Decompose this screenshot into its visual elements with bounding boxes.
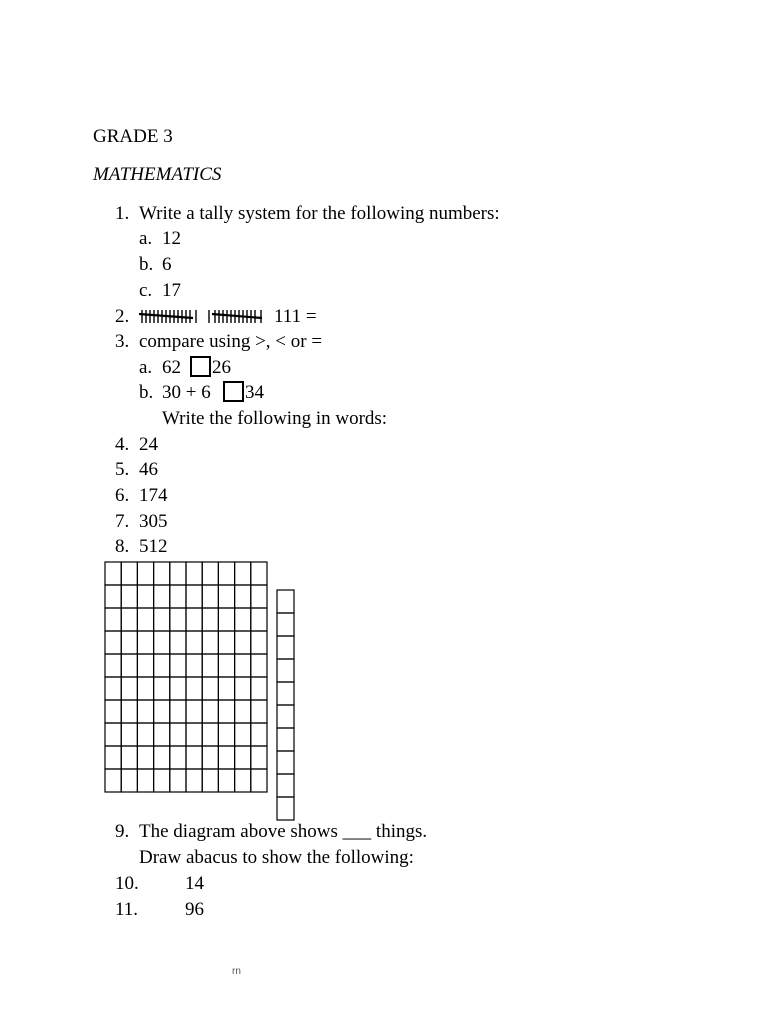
grid-cell — [170, 746, 186, 769]
grid-cell — [105, 608, 121, 631]
grid-cell — [186, 700, 202, 723]
grid-cell — [218, 769, 234, 792]
grid-cell — [137, 562, 153, 585]
grade-heading: GRADE 3 — [93, 126, 173, 147]
subject-heading: MATHEMATICS — [93, 164, 222, 185]
q9-number: 9. — [115, 821, 130, 842]
grid-cell — [235, 631, 251, 654]
q7-value: 305 — [139, 511, 168, 532]
q3-number: 3. — [115, 331, 130, 352]
grid-cell — [186, 677, 202, 700]
q1c-value: 17 — [162, 280, 181, 301]
grid-cell — [137, 746, 153, 769]
grid-cell — [186, 769, 202, 792]
q6-value: 174 — [139, 485, 168, 506]
strip-cell — [277, 659, 294, 682]
q11-value: 96 — [185, 899, 204, 920]
grid-cell — [202, 654, 218, 677]
grid-cell — [137, 769, 153, 792]
q1a-letter: a. — [139, 228, 153, 249]
grid-cell — [121, 746, 137, 769]
grid-cell — [235, 562, 251, 585]
grid-cell — [251, 700, 267, 723]
grid-cell — [186, 654, 202, 677]
grid-cell — [137, 585, 153, 608]
q3a-right: 26 — [212, 357, 231, 378]
grid-cell — [154, 700, 170, 723]
grid-cell — [121, 608, 137, 631]
grid-cell — [235, 769, 251, 792]
grid-cell — [154, 769, 170, 792]
words-instruction: Write the following in words: — [162, 408, 388, 429]
strip-cell — [277, 728, 294, 751]
grid-cell — [186, 631, 202, 654]
q3a-left: 62 — [162, 357, 181, 378]
grid-cell — [218, 723, 234, 746]
grid-cell — [170, 723, 186, 746]
grid-cell — [121, 677, 137, 700]
grid-cell — [105, 631, 121, 654]
grid-cell — [235, 700, 251, 723]
grid-cell — [154, 746, 170, 769]
grid-cell — [105, 769, 121, 792]
grid-cell — [218, 562, 234, 585]
q1a-value: 12 — [162, 228, 181, 249]
q1-text: Write a tally system for the following numbers: — [139, 203, 500, 224]
strip-cell — [277, 751, 294, 774]
grid-cell — [218, 700, 234, 723]
grid-cell — [251, 562, 267, 585]
strip-cell — [277, 705, 294, 728]
grid-cell — [235, 608, 251, 631]
grid-cell — [251, 608, 267, 631]
grid-cell — [251, 769, 267, 792]
grid-cell — [218, 677, 234, 700]
grid-cell — [235, 585, 251, 608]
grid-cell — [170, 654, 186, 677]
strip-cell — [277, 636, 294, 659]
grid-cell — [170, 677, 186, 700]
grid-cell — [251, 585, 267, 608]
grid-cell — [186, 723, 202, 746]
grid-cell — [251, 631, 267, 654]
q3a-letter: a. — [139, 357, 153, 378]
grid-cell — [218, 585, 234, 608]
grid-cell — [202, 562, 218, 585]
grid-cell — [121, 631, 137, 654]
q6-number: 6. — [115, 485, 130, 506]
strip-cell — [277, 682, 294, 705]
q1b-letter: b. — [139, 254, 154, 275]
grid-cell — [235, 654, 251, 677]
grid-cell — [154, 654, 170, 677]
q2-tail: 111 = — [274, 306, 317, 327]
ten-rod-strip — [276, 589, 296, 821]
grid-cell — [218, 654, 234, 677]
grid-cell — [154, 585, 170, 608]
grid-cell — [186, 585, 202, 608]
grid-cell — [105, 746, 121, 769]
q11-number: 11. — [115, 899, 139, 920]
grid-cell — [235, 746, 251, 769]
grid-cell — [137, 700, 153, 723]
q3b-right: 34 — [245, 382, 264, 403]
grid-cell — [170, 631, 186, 654]
grid-cell — [154, 562, 170, 585]
grid-cell — [105, 677, 121, 700]
grid-cell — [202, 700, 218, 723]
grid-cell — [121, 585, 137, 608]
q4-number: 4. — [115, 434, 130, 455]
grid-cell — [170, 608, 186, 631]
q9-text: The diagram above shows ___ things. — [139, 821, 428, 842]
grid-cell — [202, 769, 218, 792]
grid-cell — [105, 723, 121, 746]
grid-cell — [218, 746, 234, 769]
grid-cell — [154, 608, 170, 631]
grid-cell — [251, 654, 267, 677]
hundred-block-grid — [104, 561, 268, 793]
grid-cell — [170, 769, 186, 792]
abacus-instruction: Draw abacus to show the following: — [139, 847, 414, 868]
grid-cell — [202, 677, 218, 700]
strip-cell — [277, 613, 294, 636]
grid-cell — [137, 677, 153, 700]
q8-value: 512 — [139, 536, 168, 557]
q1b-value: 6 — [162, 254, 172, 275]
grid-cell — [121, 654, 137, 677]
q7-number: 7. — [115, 511, 130, 532]
grid-cell — [170, 700, 186, 723]
grid-cell — [170, 562, 186, 585]
grid-cell — [121, 700, 137, 723]
grid-cell — [251, 746, 267, 769]
tally-group-1 — [139, 307, 201, 325]
q5-value: 46 — [139, 459, 158, 480]
grid-cell — [170, 585, 186, 608]
grid-cell — [202, 723, 218, 746]
grid-cell — [251, 723, 267, 746]
grid-cell — [121, 769, 137, 792]
grid-cell — [105, 585, 121, 608]
q3-text: compare using >, < or = — [139, 331, 323, 352]
q3a-answer-box[interactable] — [190, 356, 211, 377]
grid-cell — [202, 631, 218, 654]
q1-number: 1. — [115, 203, 130, 224]
q4-value: 24 — [139, 434, 158, 455]
grid-cell — [202, 585, 218, 608]
grid-cell — [137, 608, 153, 631]
page-footer: rn — [232, 966, 241, 977]
grid-cell — [251, 677, 267, 700]
q10-value: 14 — [185, 873, 204, 894]
q1c-letter: c. — [139, 280, 153, 301]
grid-cell — [154, 631, 170, 654]
strip-cell — [277, 797, 294, 820]
grid-cell — [137, 723, 153, 746]
grid-cell — [121, 562, 137, 585]
grid-cell — [154, 723, 170, 746]
grid-cell — [105, 700, 121, 723]
grid-cell — [186, 608, 202, 631]
grid-cell — [105, 562, 121, 585]
q8-number: 8. — [115, 536, 130, 557]
strip-cell — [277, 590, 294, 613]
grid-cell — [218, 608, 234, 631]
grid-cell — [137, 654, 153, 677]
q5-number: 5. — [115, 459, 130, 480]
grid-cell — [154, 677, 170, 700]
grid-cell — [137, 631, 153, 654]
grid-cell — [202, 608, 218, 631]
strip-cell — [277, 774, 294, 797]
grid-cell — [235, 723, 251, 746]
tally-group-2 — [206, 307, 264, 325]
grid-cell — [218, 631, 234, 654]
grid-cell — [105, 654, 121, 677]
q10-number: 10. — [115, 873, 139, 894]
grid-cell — [186, 746, 202, 769]
grid-cell — [235, 677, 251, 700]
grid-cell — [186, 562, 202, 585]
q3b-left: 30 + 6 — [162, 382, 211, 403]
grid-cell — [202, 746, 218, 769]
q2-number: 2. — [115, 306, 130, 327]
q3b-letter: b. — [139, 382, 154, 403]
grid-cell — [121, 723, 137, 746]
q3b-answer-box[interactable] — [223, 381, 244, 402]
